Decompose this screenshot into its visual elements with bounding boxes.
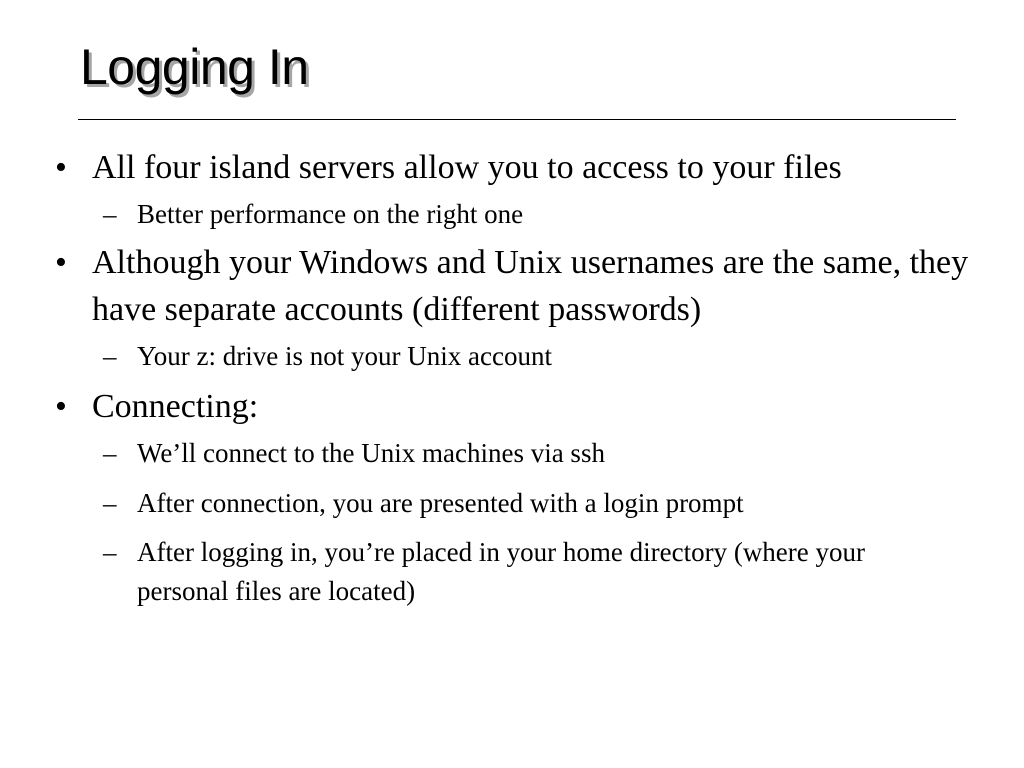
sub-bullet-item <box>0 337 1024 376</box>
bullet-text: Connecting: <box>92 388 259 425</box>
sub-bullet-marker: – <box>103 488 117 518</box>
sub-bullet-text: After connection, you are presented with a login prompt <box>137 488 744 518</box>
sub-bullet-text: After logging in, you’re placed in your home directory (where your personal files are located) <box>137 537 866 606</box>
bullet-item <box>0 144 1024 191</box>
sub-bullet-text: We’ll connect to the Unix machines via ssh <box>137 438 605 468</box>
title-divider <box>78 119 956 120</box>
bullet-marker: • <box>55 244 67 281</box>
bullet-marker: • <box>55 149 67 186</box>
bullet-text: Although your Windows and Unix usernames are the same, they have separate accounts (different passwords) <box>92 244 969 328</box>
sub-bullet-marker: – <box>103 199 117 229</box>
bullet-list <box>0 144 1024 611</box>
bullet-item <box>0 383 1024 430</box>
sub-bullet-marker: – <box>103 537 117 567</box>
bullet-item <box>0 239 1024 333</box>
sub-bullet-marker: – <box>103 438 117 468</box>
sub-bullet-text: Better performance on the right one <box>137 199 524 229</box>
bullet-text: All four island servers allow you to access to your files <box>92 149 842 186</box>
bullet-marker: • <box>55 388 67 425</box>
sub-bullet-text: Your z: drive is not your Unix account <box>137 341 552 371</box>
sub-bullet-item <box>0 434 1024 473</box>
sub-bullet-item <box>0 195 1024 234</box>
sub-bullet-item <box>0 533 1024 611</box>
sub-bullet-marker: – <box>103 341 117 371</box>
sub-bullet-item <box>0 484 1024 523</box>
slide-title: Logging In <box>80 39 309 95</box>
